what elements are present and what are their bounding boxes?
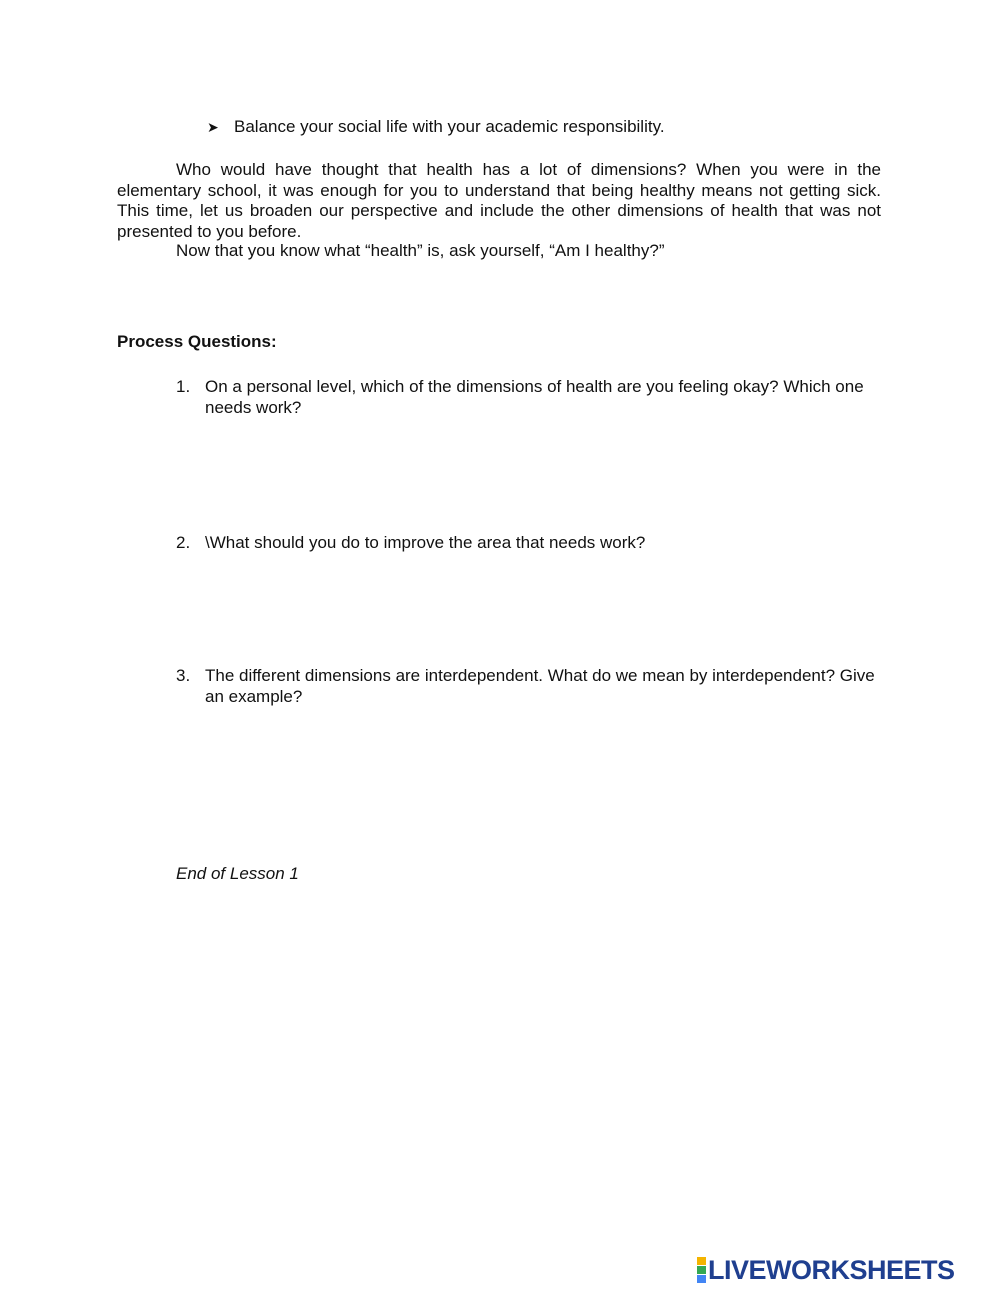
logo-block-yellow: [697, 1257, 706, 1265]
bullet-text: Balance your social life with your academic responsibility.: [234, 117, 665, 136]
logo-block-blue: [697, 1275, 706, 1283]
intro-paragraph-text: Who would have thought that health has a lot of dimensions? When you were in the elementary school, it was enough for you to understand that being healthy means not getting sick. This time, let us broaden our perspective and include the other dimensions of health that was not presented to you before.: [117, 160, 881, 241]
question-text: The different dimensions are interdependent. What do we mean by interdependent? Give an example?: [205, 666, 875, 706]
arrowhead-bullet-icon: ➤: [207, 119, 219, 135]
process-questions-heading: Process Questions:: [117, 332, 277, 351]
question-1: [176, 377, 876, 418]
question-number: 1.: [176, 377, 191, 396]
end-of-lesson: End of Lesson 1: [176, 864, 299, 883]
intro-paragraph: [117, 160, 881, 242]
bullet-item: [207, 117, 665, 137]
question-2: [176, 533, 876, 554]
question-3: [176, 666, 876, 707]
logo-block-green: [697, 1266, 706, 1274]
question-text: On a personal level, which of the dimensions of health are you feeling okay? Which one needs work?: [205, 377, 864, 417]
logo-blocks-icon: [697, 1257, 706, 1283]
question-number: 2.: [176, 533, 191, 552]
question-number: 3.: [176, 666, 191, 685]
self-question-paragraph: Now that you know what “health” is, ask yourself, “Am I healthy?”: [176, 241, 665, 260]
liveworksheets-logo: [697, 1256, 955, 1284]
question-text: \What should you do to improve the area that needs work?: [205, 533, 646, 552]
logo-text: LIVEWORKSHEETS: [708, 1255, 955, 1285]
